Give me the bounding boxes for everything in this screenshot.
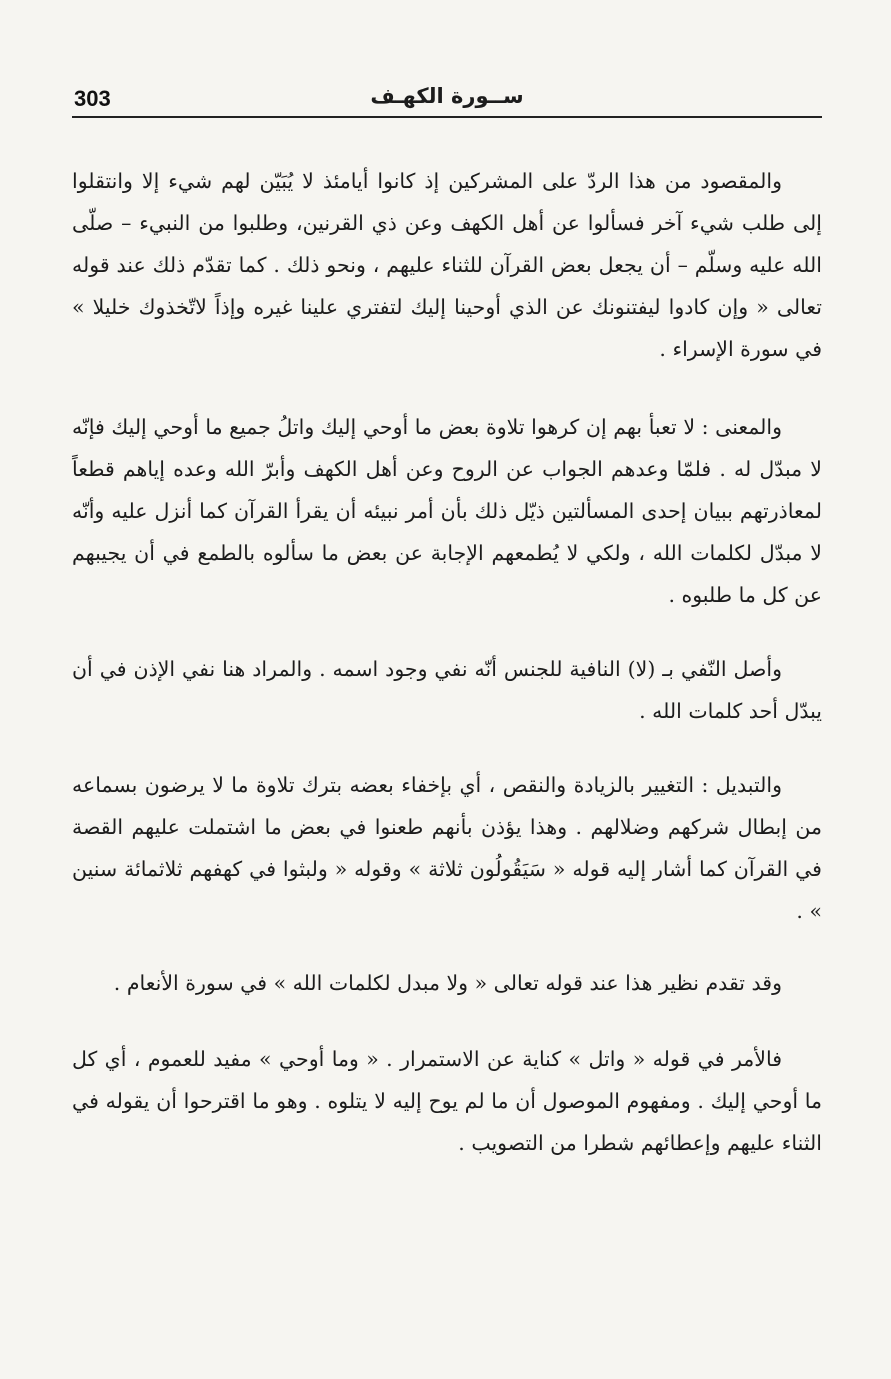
paragraph: فالأمر في قوله « واتل » كناية عن الاستمرار . « وما أوحي » مفيد للعموم ، أي كل ما أوحي إليك . ومفهوم الموصول أن ما لم يوح إليه لا يتلوه . وهو ما اقترحوا أن يقوله في الثناء عليهم وإعطائهم شطرا من التصويب . — [72, 1047, 822, 1155]
page-body — [72, 160, 822, 1164]
page-header — [72, 86, 822, 118]
paragraph: وقد تقدم نظير هذا عند قوله تعالى « ولا مبدل لكلمات الله » في سورة الأنعام . — [113, 971, 782, 995]
paragraph: والمعنى : لا تعبأ بهم إن كرهوا تلاوة بعض ما أوحي إليك واتلُ جميع ما أوحي إليك فإنّه لا مبدّل له . فلمّا وعدهم الجواب عن الروح وعن أهل الكهف وأبرّ الله وعده إياهم قطعاً لمعاذرتهم ببيان إحدى المسألتين ذيّل ذلك بأن أمر نبيئه أن يقرأ القرآن كما أنزل عليه وأنّه لا مبدّل لكلمات الله ، ولكي لا يُطمعهم الإجابة عن بعض ما سألوه بالطمع في أن يجيبهم عن كل ما طلبوه . — [72, 415, 822, 607]
paragraph: والتبديل : التغيير بالزيادة والنقص ، أي بإخفاء بعضه بترك تلاوة ما لا يرضون بسماعه من إبطال شركهم وضلالهم . وهذا يؤذن بأنهم طعنوا في بعض ما اشتملت عليهم القصة في القرآن كما أشار إليه قوله « سَيَقُولُون ثلاثة » وقوله « ولبثوا في كهفهم ثلاثمائة سنين » . — [72, 773, 822, 923]
page-number: 303 — [74, 86, 111, 111]
paragraph: والمقصود من هذا الردّ على المشركين إذ كانوا أيامئذ لا يُبَيّن لهم شيء إلا وانتقلوا إلى طلب شيء آخر فسألوا عن أهل الكهف وعن ذي القرنين، وطلبوا من النبيء – صلّى الله عليه وسلّم – أن يجعل بعض القرآن للثناء عليهم ، ونحو ذلك . كما تقدّم ذلك عند قوله تعالى « وإن كادوا ليفتنونك عن الذي أوحينا إليك لتفتري علينا غيره وإذاً لاتّخذوك خليلا » في سورة الإسراء . — [72, 169, 822, 361]
paragraph: وأصل النّفي بـ (لا) النافية للجنس أنّه نفي وجود اسمه . والمراد هنا نفي الإذن في أن يبدّل أحد كلمات الله . — [72, 657, 822, 723]
chapter-title: ســورة الكهـف — [370, 84, 524, 108]
